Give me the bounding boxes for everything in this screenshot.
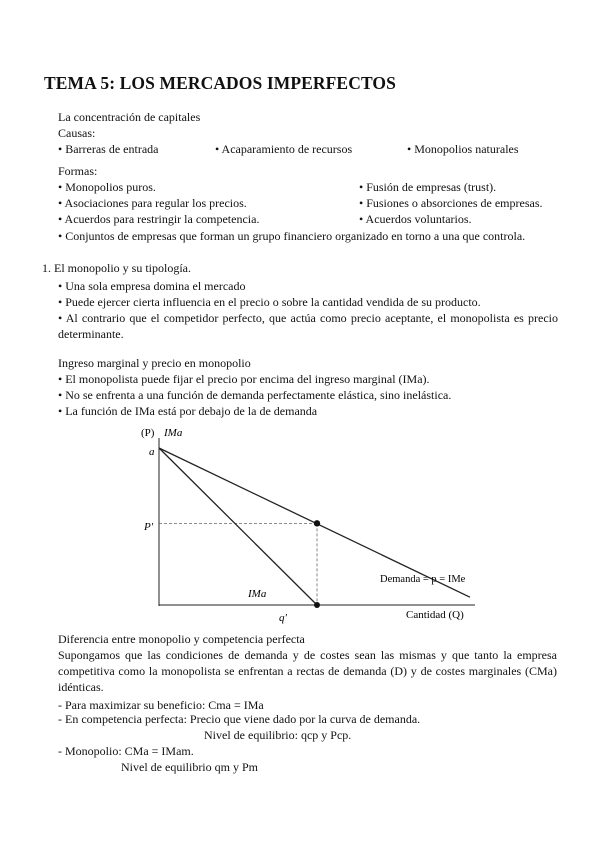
text-line: - En competencia perfecta: Precio que viene dado por la curva de demanda. <box>58 712 421 726</box>
list-item: • La función de IMa está por debajo de la de demanda <box>58 404 318 418</box>
text-line: - Monopolio: CMa = IMam. <box>58 744 194 758</box>
list-item: • Puede ejercer cierta influencia en el precio o sobre la cantidad vendida de su producto. <box>58 295 481 309</box>
demand-curve-label: Demanda = p = IMe <box>380 574 466 585</box>
tick-label-p: P' <box>144 521 154 533</box>
forma-item: • Acuerdos voluntarios. <box>359 212 472 226</box>
ima-curve-label: IMa <box>248 588 267 600</box>
forma-item: • Fusión de empresas (trust). <box>359 180 497 194</box>
list-item: • Al contrario que el competidor perfecto, que actúa como precio aceptante, el monopolista es precio determinante. <box>58 311 558 341</box>
x-axis-label: Cantidad (Q) <box>406 609 464 621</box>
section-heading: Diferencia entre monopolio y competencia perfecta <box>58 632 305 646</box>
forma-item: • Fusiones o absorciones de empresas. <box>359 196 543 210</box>
list-item: • El monopolista puede fijar el precio por encima del ingreso marginal (IMa). <box>58 372 430 386</box>
text-line: Nivel de equilibrio: qcp y Pcp. <box>204 728 352 742</box>
quantity-point <box>314 602 320 608</box>
causa-item: • Monopolios naturales <box>407 142 519 156</box>
causa-item: • Barreras de entrada <box>58 142 159 156</box>
list-item: • No se enfrenta a una función de demanda perfectamente elástica, sino inelástica. <box>58 388 452 402</box>
causas-label: Causas: <box>58 126 96 140</box>
formas-label: Formas: <box>58 164 98 178</box>
forma-item: • Acuerdos para restringir la competencia. <box>58 212 260 226</box>
tick-label-q: q' <box>279 612 287 624</box>
forma-item: • Asociaciones para regular los precios. <box>58 196 247 210</box>
marginal-revenue-curve <box>159 448 317 605</box>
y-axis-label-ima: IMa <box>164 427 183 439</box>
text-line: Nivel de equilibrio qm y Pm <box>121 760 258 774</box>
list-item: • Una sola empresa domina el mercado <box>58 279 246 293</box>
causa-item: • Acaparamiento de recursos <box>215 142 353 156</box>
paragraph: Supongamos que las condiciones de demanda y de costes sean las mismas y que tanto la empresa competitiva como la monopolista se enfrentan a rectas de demanda (D) y de costes marginales (CMa) idénticas. <box>58 648 557 694</box>
forma-item: • Monopolios puros. <box>58 180 156 194</box>
section-heading: Ingreso marginal y precio en monopolio <box>58 356 251 370</box>
equilibrium-point <box>314 520 320 526</box>
forma-item: • Conjuntos de empresas que forman un grupo financiero organizado en torno a una que controla. <box>58 229 526 243</box>
section-heading: 1. El monopolio y su tipología. <box>42 261 191 275</box>
text-line: - Para maximizar su beneficio: Cma = IMa <box>58 698 264 712</box>
tick-label-a: a <box>149 446 155 458</box>
y-axis-label-p: (P) <box>141 427 155 439</box>
intro-heading: La concentración de capitales <box>58 110 201 124</box>
page-title: TEMA 5: LOS MERCADOS IMPERFECTOS <box>44 73 396 93</box>
